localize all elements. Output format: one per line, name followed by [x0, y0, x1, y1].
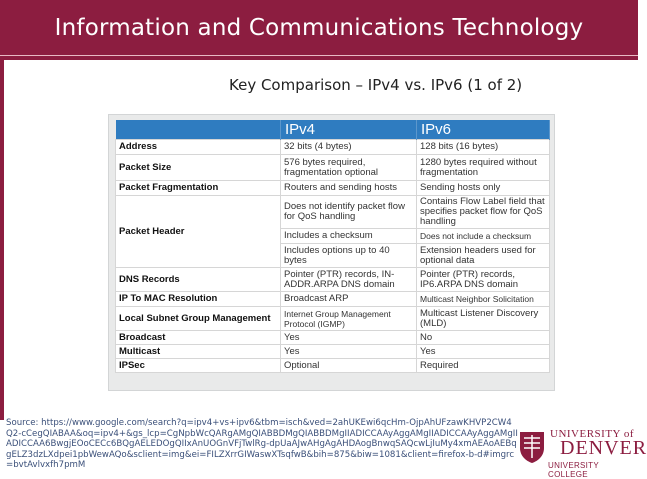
logo-text-university-of: UNIVERSITY of [550, 428, 634, 440]
row-label: Multicast [116, 345, 281, 359]
header-cell-blank [116, 120, 281, 140]
ipv6-cell: Yes [417, 345, 550, 359]
row-label: IPSec [116, 359, 281, 373]
table-row [116, 345, 550, 359]
ipv4-cell: 576 bytes required, fragmentation optional [281, 155, 417, 181]
left-accent-bar [0, 60, 4, 420]
row-label: Local Subnet Group Management [116, 307, 281, 331]
logo-text-denver: DENVER [560, 437, 647, 459]
ipv6-cell: Multicast Listener Discovery (MLD) [417, 307, 550, 331]
header-cell-ipv6: IPv6 [417, 120, 550, 140]
table-row [116, 155, 550, 181]
row-label: Broadcast [116, 331, 281, 345]
ipv6-cell: Sending hosts only [417, 181, 550, 196]
ipv4-cell: Pointer (PTR) records, IN-ADDR.ARPA DNS domain [281, 268, 417, 292]
table-header-row [116, 120, 550, 140]
ipv6-cell: Does not include a checksum [417, 229, 550, 244]
source-citation: Source: https://www.google.com/search?q=ipv4+vs+ipv6&tbm=isch&ved=2ahUKEwi6qcHm-OjpAhUFzawKHVP2CW4Q2-cCegQIABAA&oq=ipv4+&gs_lcp=CgNpbWcQARgAMgQIABBDMgQIABBDMgIIADICCAAyAggAMgIIADICCAAyAggAMgIIADICCAA6BwgjEOoCECc6BQgAELEDOgQIIxAnUOGnVFjTwlRg-dpUaAJwAHgAgAHDAogBnwqSAQcwLjIuMy4xmAEAoAEBqgELZ3dzLXdpei1pbWewAQo&sclient=img&ei=FILZXrrGIWaswXTsqfwB&bih=875&biw=1081&client=firefox-b-d#imgrc=bvtAvlvxfh7pmM [6, 418, 518, 471]
ipv6-cell: Extension headers used for optional data [417, 244, 550, 268]
row-label: Packet Header [116, 196, 281, 268]
ipv4-cell: Includes options up to 40 bytes [281, 244, 417, 268]
table-row [116, 196, 550, 229]
ipv6-cell: 1280 bytes required without fragmentation [417, 155, 550, 181]
ipv6-cell: Multicast Neighbor Solicitation [417, 292, 550, 307]
university-logo [516, 424, 647, 479]
ipv6-cell: Pointer (PTR) records, IP6.ARPA DNS domain [417, 268, 550, 292]
logo-text-college: UNIVERSITY COLLEGE [548, 461, 599, 479]
header-divider [0, 55, 638, 56]
university-shield-icon [518, 430, 546, 464]
ipv4-cell: Yes [281, 345, 417, 359]
row-label: Packet Fragmentation [116, 181, 281, 196]
ipv4-cell: Broadcast ARP [281, 292, 417, 307]
slide-header [0, 0, 638, 60]
table-row [116, 292, 550, 307]
ipv4-cell: Does not identify packet flow for QoS handling [281, 196, 417, 229]
ipv4-cell: Optional [281, 359, 417, 373]
ipv6-cell: Contains Flow Label field that specifies packet flow for QoS handling [417, 196, 550, 229]
row-label: Address [116, 140, 281, 155]
ipv6-cell: Required [417, 359, 550, 373]
header-cell-ipv4: IPv4 [281, 120, 417, 140]
slide-title: Information and Communications Technology [54, 15, 584, 41]
row-label: DNS Records [116, 268, 281, 292]
row-label: IP To MAC Resolution [116, 292, 281, 307]
ipv6-cell: No [417, 331, 550, 345]
ipv4-cell: 32 bits (4 bytes) [281, 140, 417, 155]
row-label: Packet Size [116, 155, 281, 181]
ipv4-cell: Internet Group Management Protocol (IGMP) [281, 307, 417, 331]
slide-subtitle: Key Comparison – IPv4 vs. IPv6 (1 of 2) [229, 76, 523, 94]
table-row [116, 359, 550, 373]
table-row [116, 140, 550, 155]
table-row [116, 181, 550, 196]
ipv4-cell: Yes [281, 331, 417, 345]
table-row [116, 307, 550, 331]
table-row [116, 268, 550, 292]
ipv4-cell: Routers and sending hosts [281, 181, 417, 196]
comparison-table [115, 120, 550, 373]
ipv4-cell: Includes a checksum [281, 229, 417, 244]
ipv6-cell: 128 bits (16 bytes) [417, 140, 550, 155]
table-row [116, 331, 550, 345]
